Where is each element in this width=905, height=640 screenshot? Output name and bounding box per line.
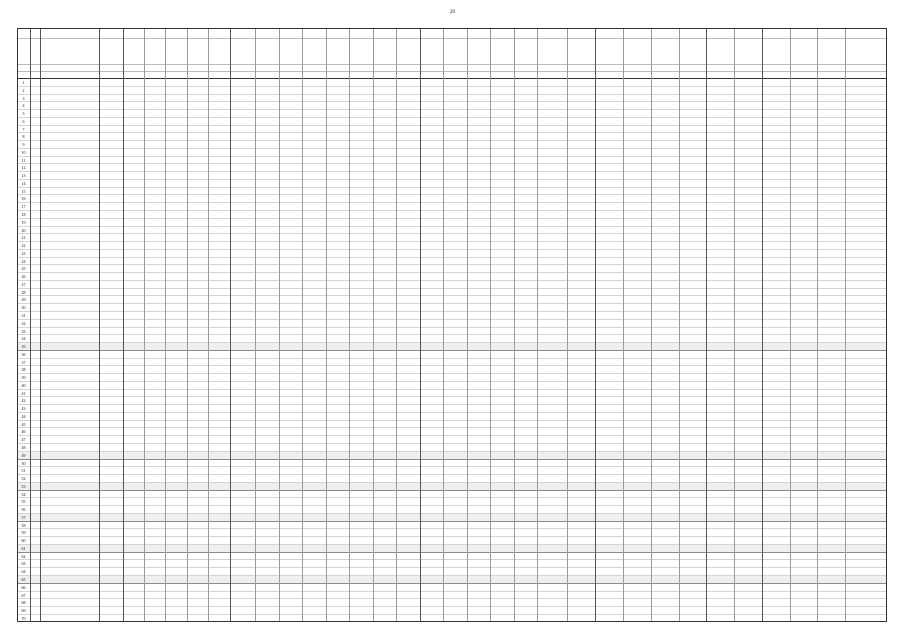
table-row	[18, 227, 887, 235]
table-row-number: 21	[21, 235, 26, 241]
table-row-number: 19	[21, 219, 26, 225]
document-table	[17, 28, 887, 622]
table-row	[18, 522, 887, 530]
table-row	[18, 374, 887, 382]
table-row	[18, 141, 887, 149]
table-row-number: 7	[22, 126, 25, 132]
table-row-number: 12	[21, 165, 26, 171]
table-row-number: 26	[21, 274, 26, 280]
table-row-number: 24	[21, 258, 26, 264]
table-row	[18, 265, 887, 273]
table-row-number: 43	[21, 406, 26, 412]
table-subtotal-row	[18, 545, 887, 553]
table-row	[18, 506, 887, 514]
table-row	[18, 607, 887, 615]
table-row-number: 20	[21, 227, 26, 233]
table-row	[18, 584, 887, 592]
table-row-number: 60	[21, 538, 26, 544]
table-row	[18, 475, 887, 483]
table-header-band	[18, 39, 887, 65]
table-row-number: 30	[21, 305, 26, 311]
table-row	[18, 599, 887, 607]
table-row-number: 9	[22, 142, 25, 148]
table-row	[18, 157, 887, 165]
table-row	[18, 126, 887, 134]
table-row-number: 41	[21, 390, 26, 396]
table-row-number: 56	[21, 507, 26, 513]
table-subtotal-row	[18, 514, 887, 522]
table-row	[18, 110, 887, 118]
table-row-number: 28	[21, 289, 26, 295]
table-row-number: 33	[21, 328, 26, 334]
table-row	[18, 351, 887, 359]
table-subtotal-row	[18, 483, 887, 491]
table-row-number: 67	[21, 592, 26, 598]
table-row-number: 57	[21, 514, 26, 520]
table-row	[18, 335, 887, 343]
table-row	[18, 289, 887, 297]
table-row-number: 70	[21, 615, 26, 621]
table-row-number: 53	[21, 483, 26, 489]
page-number: 20	[450, 10, 455, 15]
table-header-column-numbers-row	[18, 72, 887, 79]
table-header-units-row	[18, 65, 887, 72]
table-row-number: 68	[21, 600, 26, 606]
table-row	[18, 79, 887, 87]
table-row-number: 3	[22, 95, 25, 101]
table-row	[18, 436, 887, 444]
table-row	[18, 180, 887, 188]
table-row	[18, 560, 887, 568]
table-row-number: 42	[21, 398, 26, 404]
table-row-number: 36	[21, 351, 26, 357]
table-row	[18, 203, 887, 211]
table-header-band	[18, 29, 887, 39]
table-body	[18, 79, 887, 622]
table-row	[18, 428, 887, 436]
table-row-number: 15	[21, 188, 26, 194]
table-header	[18, 29, 887, 79]
table-row	[18, 421, 887, 429]
table-row	[18, 328, 887, 336]
table-row	[18, 258, 887, 266]
table-row	[18, 390, 887, 398]
table-row	[18, 320, 887, 328]
table-row-number: 45	[21, 421, 26, 427]
table-row	[18, 553, 887, 561]
table-row-number: 22	[21, 243, 26, 249]
table-row-number: 58	[21, 522, 26, 528]
table-row-number: 38	[21, 367, 26, 373]
table-row	[18, 444, 887, 452]
table-row-number: 62	[21, 553, 26, 559]
table-row	[18, 188, 887, 196]
table-row	[18, 529, 887, 537]
table-row-number: 32	[21, 320, 26, 326]
table-row	[18, 296, 887, 304]
table-row	[18, 273, 887, 281]
table-row-number: 37	[21, 359, 26, 365]
table-row-number: 47	[21, 437, 26, 443]
table-row-number: 13	[21, 173, 26, 179]
table-subtotal-row	[18, 343, 887, 351]
table-row-number: 46	[21, 429, 26, 435]
table-row	[18, 491, 887, 499]
table-row	[18, 149, 887, 157]
table-row	[18, 133, 887, 141]
table-row	[18, 102, 887, 110]
table-row-number: 63	[21, 561, 26, 567]
table-row-number: 1	[22, 80, 25, 85]
table-row-number: 14	[21, 180, 26, 186]
table-row	[18, 592, 887, 600]
table-row	[18, 382, 887, 390]
table-row	[18, 250, 887, 258]
table-row-number: 25	[21, 266, 26, 272]
table-row-number: 17	[21, 204, 26, 210]
table-subtotal-row	[18, 452, 887, 460]
table-row	[18, 498, 887, 506]
table-row	[18, 211, 887, 219]
table-row	[18, 615, 887, 622]
table-row-number: 65	[21, 577, 26, 582]
table-row-number: 29	[21, 297, 26, 303]
table-row-number: 48	[21, 444, 26, 450]
table-row	[18, 281, 887, 289]
table-row-number: 27	[21, 281, 26, 287]
table-row-number: 35	[21, 344, 26, 350]
table-row-number: 44	[21, 413, 26, 419]
table-row-number: 4	[22, 103, 25, 109]
table-row	[18, 242, 887, 250]
table-row-number: 40	[21, 382, 26, 388]
table-row	[18, 359, 887, 367]
table-row	[18, 164, 887, 172]
table-row-number: 8	[22, 134, 25, 140]
table-row-number: 23	[21, 250, 26, 256]
table-row	[18, 172, 887, 180]
table-subtotal-row	[18, 576, 887, 584]
table-row-number: 31	[21, 312, 26, 318]
table-row-number: 66	[21, 584, 26, 590]
table-row-number: 69	[21, 608, 26, 614]
table-row	[18, 312, 887, 320]
table-row	[18, 87, 887, 95]
table-row	[18, 118, 887, 126]
table-row-number: 50	[21, 460, 26, 466]
table-row	[18, 460, 887, 468]
table-row	[18, 467, 887, 475]
table-row	[18, 413, 887, 421]
table-row-number: 34	[21, 336, 26, 342]
table-row-number: 52	[21, 476, 26, 482]
table-row-number: 59	[21, 530, 26, 536]
table-row-number: 51	[21, 468, 26, 474]
table-row	[18, 304, 887, 312]
table-row-number: 39	[21, 375, 26, 381]
table-row	[18, 95, 887, 103]
table-row	[18, 219, 887, 227]
table-row-number: 54	[21, 491, 26, 497]
table-row-number: 55	[21, 499, 26, 505]
table-row-number: 18	[21, 212, 26, 218]
table-row-number: 49	[21, 452, 26, 458]
table-row-number: 61	[21, 545, 26, 551]
table-row	[18, 397, 887, 405]
table-row	[18, 195, 887, 203]
table-row-number: 2	[22, 87, 25, 93]
table-row	[18, 234, 887, 242]
table-row-number: 5	[22, 111, 25, 117]
table-row	[18, 405, 887, 413]
table-row-number: 16	[21, 196, 26, 202]
table-row-number: 10	[21, 149, 26, 155]
table-row	[18, 568, 887, 576]
table-row-number: 11	[21, 157, 26, 163]
table-row-number: 64	[21, 569, 26, 575]
table-row	[18, 537, 887, 545]
table-row	[18, 366, 887, 374]
table-row-number: 6	[22, 118, 25, 124]
